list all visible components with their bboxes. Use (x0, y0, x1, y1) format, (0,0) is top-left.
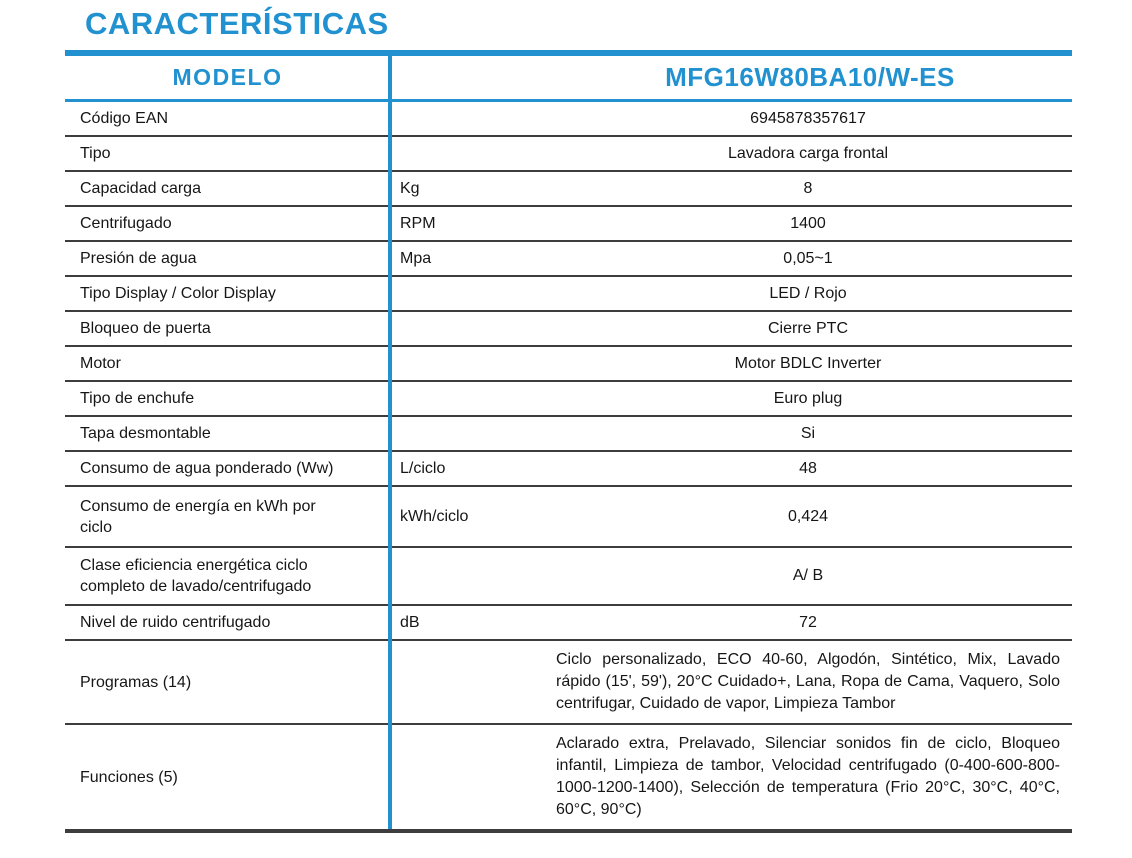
spec-value: 8 (803, 179, 813, 197)
spec-label: Tipo (80, 145, 111, 162)
spec-row (65, 382, 1072, 417)
spec-sheet-page (0, 6, 1132, 833)
spec-value: 0,05~1 (783, 249, 833, 267)
spec-value: 6945878357617 (750, 109, 866, 127)
model-number: MFG16W80BA10/W-ES (665, 62, 955, 92)
spec-value: Aclarado extra, Prelavado, Silenciar sonidos fin de ciclo, Bloqueo infantil, Limpieza de tambor, Velocidad centrifugado (0-400-600-800-1000-1200-1400), Selección de temperatura (Frio 20°C, 30°C, 40°C, 60°C, 90°C) (556, 735, 1060, 818)
spec-unit: dB (400, 613, 420, 631)
spec-value: 72 (799, 613, 817, 631)
spec-label: Motor (80, 355, 121, 372)
spec-value: LED / Rojo (769, 284, 847, 302)
page-title: CARACTERÍSTICAS (85, 6, 389, 41)
spec-unit: Mpa (400, 249, 432, 267)
spec-row (65, 172, 1072, 207)
spec-label: Programas (14) (80, 673, 192, 691)
spec-row (65, 312, 1072, 347)
spec-row (65, 606, 1072, 641)
spec-value: Motor BDLC Inverter (734, 354, 882, 372)
spec-label: Tapa desmontable (80, 425, 211, 442)
spec-row (65, 242, 1072, 277)
spec-row (65, 452, 1072, 487)
spec-row (65, 277, 1072, 312)
spec-rows (65, 102, 1072, 829)
spec-value: 0,424 (787, 507, 829, 525)
spec-label: Presión de agua (80, 250, 197, 267)
spec-value: Ciclo personalizado, ECO 40-60, Algodón, Sintético, Mix, Lavado rápido (15', 59'), 20°C Cuidado+, Lana, Ropa de Cama, Vaquero, Solo centrifugar, Cuidado de vapor, Limpieza Tambor (556, 651, 1060, 712)
spec-label: Clase eficiencia energética ciclo completo de lavado/centrifugado (80, 557, 312, 595)
spec-label: Centrifugado (80, 215, 172, 232)
spec-label: Tipo de enchufe (80, 390, 195, 407)
spec-unit: kWh/ciclo (400, 507, 469, 525)
spec-value: 48 (799, 459, 817, 477)
table-header-row (65, 56, 1072, 102)
spec-label: Capacidad carga (80, 180, 201, 197)
spec-value: Cierre PTC (767, 319, 848, 337)
spec-row (65, 487, 1072, 548)
spec-row (65, 641, 1072, 725)
spec-unit: Kg (400, 179, 420, 197)
model-header-label: MODELO (172, 64, 283, 90)
spec-unit: L/ciclo (400, 459, 446, 477)
spec-label: Consumo de energía en kWh por ciclo (80, 497, 316, 536)
spec-value: A/ B (792, 567, 824, 584)
spec-table (65, 50, 1072, 833)
column-divider-line (388, 56, 392, 829)
spec-row (65, 137, 1072, 172)
spec-value: 1400 (790, 214, 826, 232)
spec-unit: RPM (400, 214, 436, 232)
spec-label: Bloqueo de puerta (80, 320, 211, 337)
spec-value: Lavadora carga frontal (727, 144, 889, 162)
spec-label: Consumo de agua ponderado (Ww) (80, 460, 334, 477)
spec-row (65, 207, 1072, 242)
spec-row (65, 725, 1072, 829)
spec-label: Funciones (5) (80, 768, 178, 786)
spec-label: Código EAN (80, 110, 169, 127)
spec-row (65, 417, 1072, 452)
spec-value: Euro plug (773, 389, 843, 407)
spec-label: Tipo Display / Color Display (80, 285, 276, 302)
spec-label: Nivel de ruido centrifugado (80, 614, 271, 631)
spec-row (65, 548, 1072, 606)
spec-row (65, 102, 1072, 137)
spec-row (65, 347, 1072, 382)
spec-value: Si (800, 424, 816, 442)
